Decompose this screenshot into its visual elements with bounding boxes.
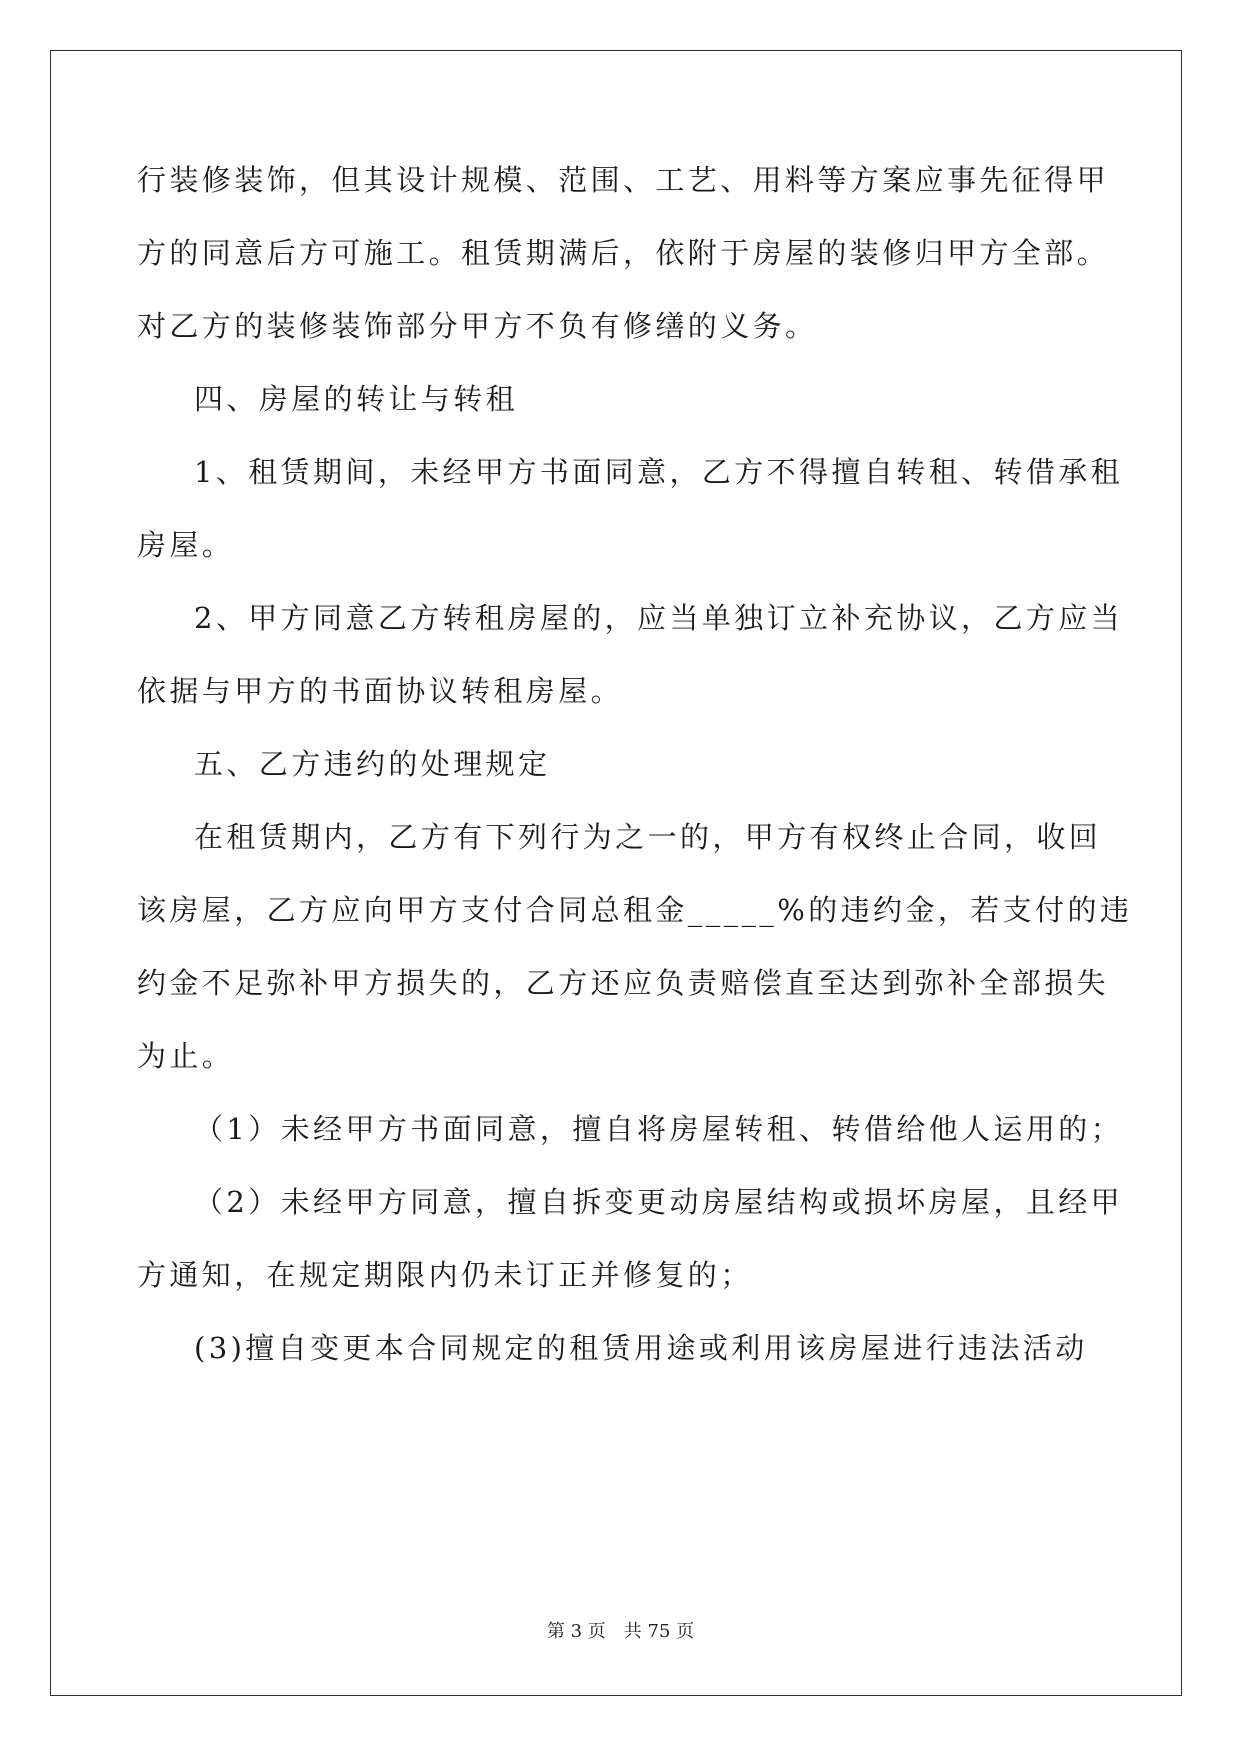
page-border	[50, 50, 1182, 1696]
list-item: (3)擅自变更本合同规定的租赁用途或利用该房屋进行违法活动	[194, 1331, 1088, 1365]
page-footer	[0, 1617, 1241, 1643]
list-item: （2）未经甲方同意，擅自拆变更动房屋结构或损坏房屋，且经甲	[194, 1185, 1124, 1219]
text-line: 在租赁期内，乙方有下列行为之一的，甲方有权终止合同，收回	[194, 820, 1102, 854]
text-line: 2、甲方同意乙方转租房屋的，应当单独订立补充协议，乙方应当	[194, 601, 1124, 635]
text-line: 对乙方的装修装饰部分甲方不负有修缮的义务。	[137, 309, 818, 343]
text-line: 方的同意后方可施工。租赁期满后，依附于房屋的装修归甲方全部。	[137, 236, 1110, 270]
text-line: 行装修装饰，但其设计规模、范围、工艺、用料等方案应事先征得甲	[137, 163, 1110, 197]
text-line: 依据与甲方的书面协议转租房屋。	[137, 674, 624, 708]
page-number: 第 3 页 共 75 页	[546, 1621, 695, 1642]
section-heading: 五、乙方违约的处理规定	[194, 747, 551, 781]
text-line: 方通知，在规定期限内仍未订正并修复的；	[137, 1258, 753, 1292]
text-line: 为止。	[137, 1039, 235, 1073]
text-line: 房屋。	[137, 528, 235, 562]
text-line: 该房屋，乙方应向甲方支付合同总租金_____%的违约金，若支付的违	[137, 893, 1133, 927]
list-item: （1）未经甲方书面同意，擅自将房屋转租、转借给他人运用的；	[194, 1112, 1124, 1146]
text-line: 1、租赁期间，未经甲方书面同意，乙方不得擅自转租、转借承租	[194, 455, 1124, 489]
section-heading: 四、房屋的转让与转租	[194, 382, 519, 416]
text-line: 约金不足弥补甲方损失的，乙方还应负责赔偿直至达到弥补全部损失	[137, 966, 1110, 1000]
